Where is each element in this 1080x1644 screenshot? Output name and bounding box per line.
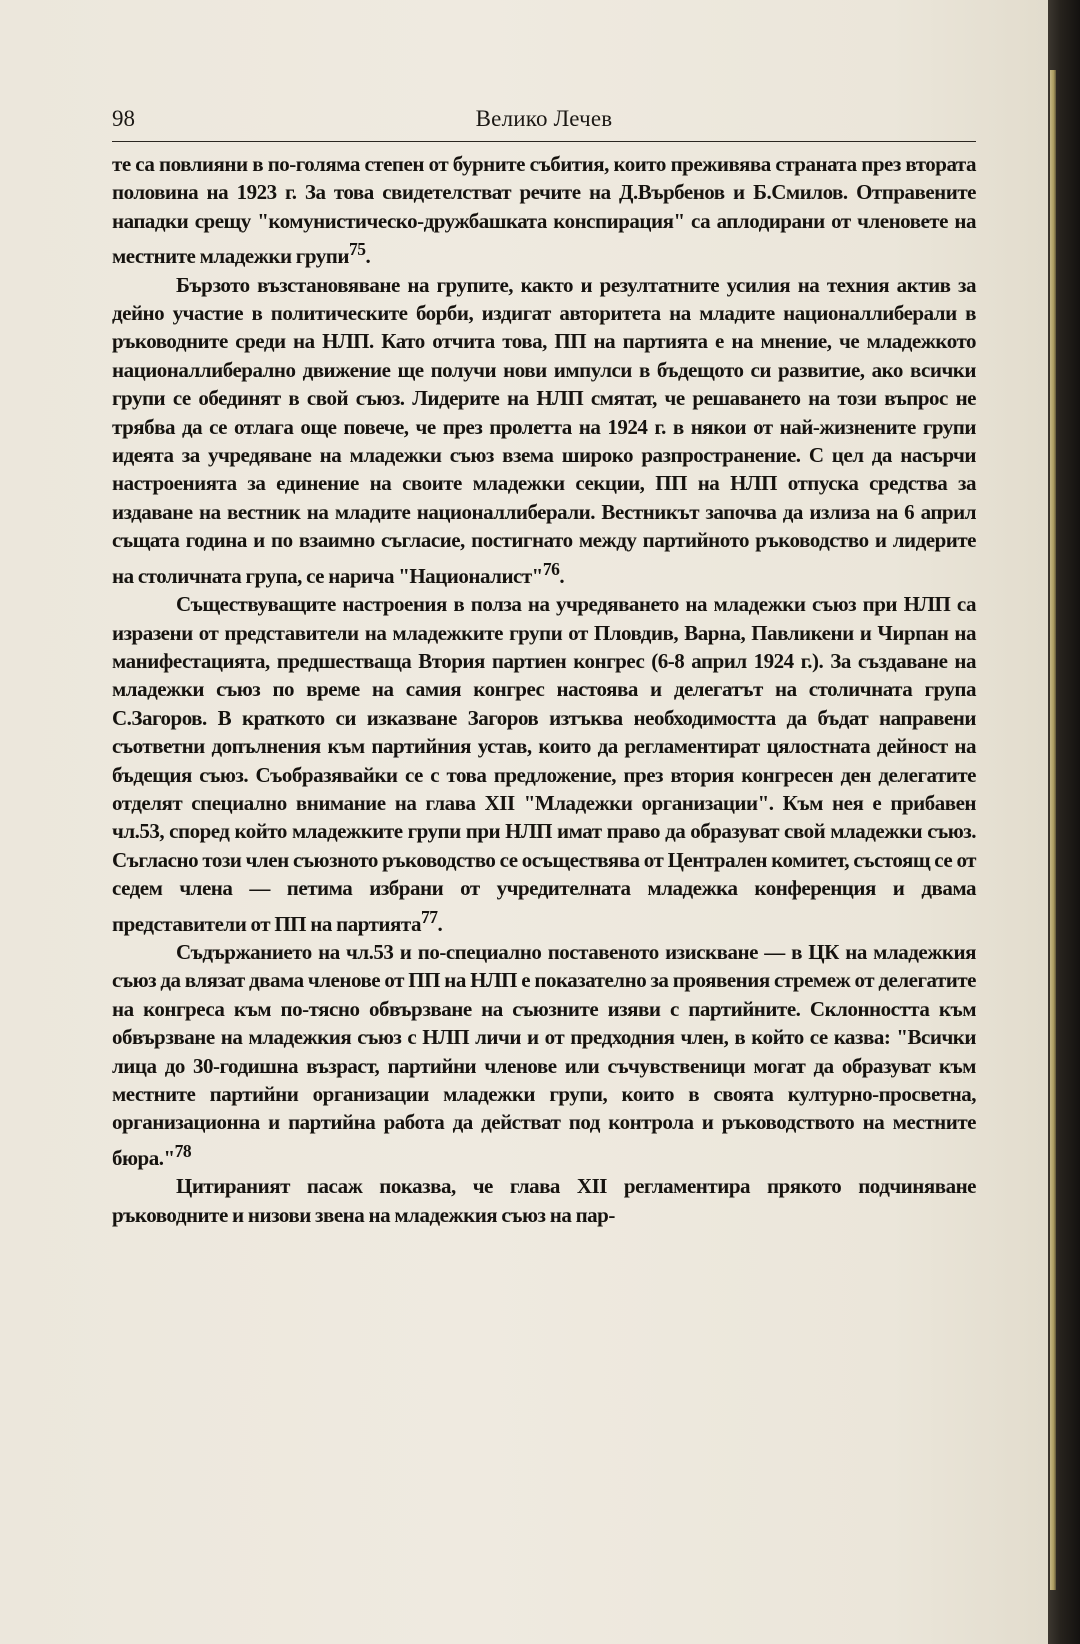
footnote-ref: 76 — [542, 558, 560, 579]
page-number: 98 — [112, 106, 135, 131]
paragraph-text: те са повлияни в по-голяма степен от бурните събития, които преживява страната през втората половина на 1923 г. За това свидетелстват речите на Д.Върбенов и Б.Смилов. Отправените нападки срещу "комунистическо-дружбашката конспирация" са аплодирани от членовете на местните младежки групи — [112, 152, 976, 269]
footnote-ref: 78 — [174, 1140, 192, 1161]
paragraph-2: Бързото възстановяване на групите, както и резултатните усилия на техния актив за дейно участие в политическите борби, издигат авторитета на младите националлиберали в ръководните среди на НЛП. Като отчита това, ПП на партията е на мнение, че младежкото националлиберално движение ще получи нови импулси в бъдещото си развитие, ако всички групи се обединят в свой съюз. Лидерите на НЛП смятат, че решаването на този въпрос не трябва да се отлага още повече, че през пролетта на 1924 г. в някои от най-жизнените групи идеята за учредяване на младежки съюз взема широко разпространение. С цел да насърчи настроенията за единение на своите младежки секции, ПП на НЛП отпуска средства за издаване на вестник на младите националлиберали. Вестникът започва да излиза на 6 април същата година и по взаимно съгласие, постигнато между партийното ръководство и лидерите на столичната група, се нарича "Националист"$^{76}$. — [112, 272, 976, 588]
footnote-ref: 75 — [348, 239, 366, 260]
body-text — [112, 150, 976, 1229]
paragraph-text: Съдържанието на чл.53 и по-специално поставеното изискване — в ЦК на младежкия съюз да влязат двама членове от ПП на НЛП е показателно за проявения стремеж от делегатите на конгреса към по-тясно обвързване на съюзните изяви с партийните. Склонността към обвързване на младежкия съюз с НЛП личи и от предходния член, в който се казва: "Всички лица до 30-годишна възраст, партийни членове или съчувственици могат да образуват към местните партийни организации младежки групи, които в своята културно-просветна, организационна и партийна работа да действат под контрола и ръководството на местните бюра." — [112, 939, 976, 1170]
paragraph-3: Съществуващите настроения в полза на учредяването на младежки съюз при НЛП са изразени от представители на младежките групи от Пловдив, Варна, Павликени и Чирпан на манифестацията, предшестваща Втория партиен конгрес (6-8 април 1924 г.). За създаване на младежки съюз по време на самия конгрес настоява и делегатът на столичната група С.Загоров. В краткото си изказване Загоров изтъква необходимостта да бъдат направени съответни допълнения към партийния устав, които да регламентират цялостната дейност на бъдещия съюз. Съобразявайки се с това предложение, през втория конгресен ден делегатите отделят специално внимание на глава XII "Младежки организации". Към нея е прибавен чл.53, според който младежките групи при НЛП имат право да образуват свой младежки съюз. Съгласно този член съюзното ръководство се осъществява от Централен комитет, състоящ се от седем члена — петима избрани от учредителната младежка конференция и двама представители от ПП на партията$^{77}$. — [112, 592, 976, 936]
paragraph-text: Цитираният пасаж показва, че глава XII регламентира прякото подчиняване ръководните и низови звена на младежкия съюз на пар- — [112, 1174, 976, 1227]
running-head-author: Велико Лечев — [475, 106, 613, 131]
header-rule — [112, 141, 976, 142]
page-edge-stack — [1050, 70, 1056, 1590]
running-head — [112, 102, 976, 142]
paragraph-4 — [112, 938, 976, 1172]
paragraph-5 — [112, 1172, 976, 1229]
footnote-ref: 77 — [420, 906, 438, 927]
paragraph-text: Съществуващите настроения в полза на учредяването на младежки съюз при НЛП са изразени от представители на младежките групи от Пловдив, Варна, Павликени и Чирпан на манифестацията, предшестваща Втория партиен конгрес (6-8 април 1924 г.). За създаване на младежки съюз по време на самия конгрес настоява и делегатът на столичната група С.Загоров. В краткото си изказване Загоров изтъква необходимостта да бъдат направени съответни допълнения към партийния устав, които да регламентират цялостната дейност на бъдещия съюз. Съобразявайки се с това предложение, през втория конгресен ден делегатите отделят специално внимание на глава XII "Младежки организации". Към нея е прибавен чл.53, според който младежките групи при НЛП имат право да образуват свой младежки съюз. Съгласно този член съюзното ръководство се осъществява от Централен комитет, състоящ се от седем члена — петима избрани от учредителната младежка конференция и двама представители от ПП на партията — [112, 592, 976, 936]
paragraph-1: те са повлияни в по-голяма степен от бурните събития, които преживява страната през втората половина на 1923 г. За това свидетелстват речите на Д.Върбенов и Б.Смилов. Отправените нападки срещу "комунистическо-дружбашката конспирация" са аплодирани от членовете на местните младежки групи$^{75}$. — [112, 152, 976, 269]
paragraph-text: Бързото възстановяване на групите, както и резултатните усилия на техния актив за дейно участие в политическите борби, издигат авторитета на младите националлиберали в ръководните среди на НЛП. Като отчита това, ПП на партията е на мнение, че младежкото националлиберално движение ще получи нови импулси в бъдещото си развитие, ако всички групи се обединят в свой съюз. Лидерите на НЛП смятат, че решаването на този въпрос не трябва да се отлага още повече, че през пролетта на 1924 г. в някои от най-жизнените групи идеята за учредяване на младежки съюз взема широко разпространение. С цел да насърчи настроенията за единение на своите младежки секции, ПП на НЛП отпуска средства за издаване на вестник на младите националлиберали. Вестникът започва да излиза на 6 април същата година и по взаимно съгласие, постигнато между партийното ръководство и лидерите на столичната група, се нарича "Националист" — [112, 272, 976, 588]
